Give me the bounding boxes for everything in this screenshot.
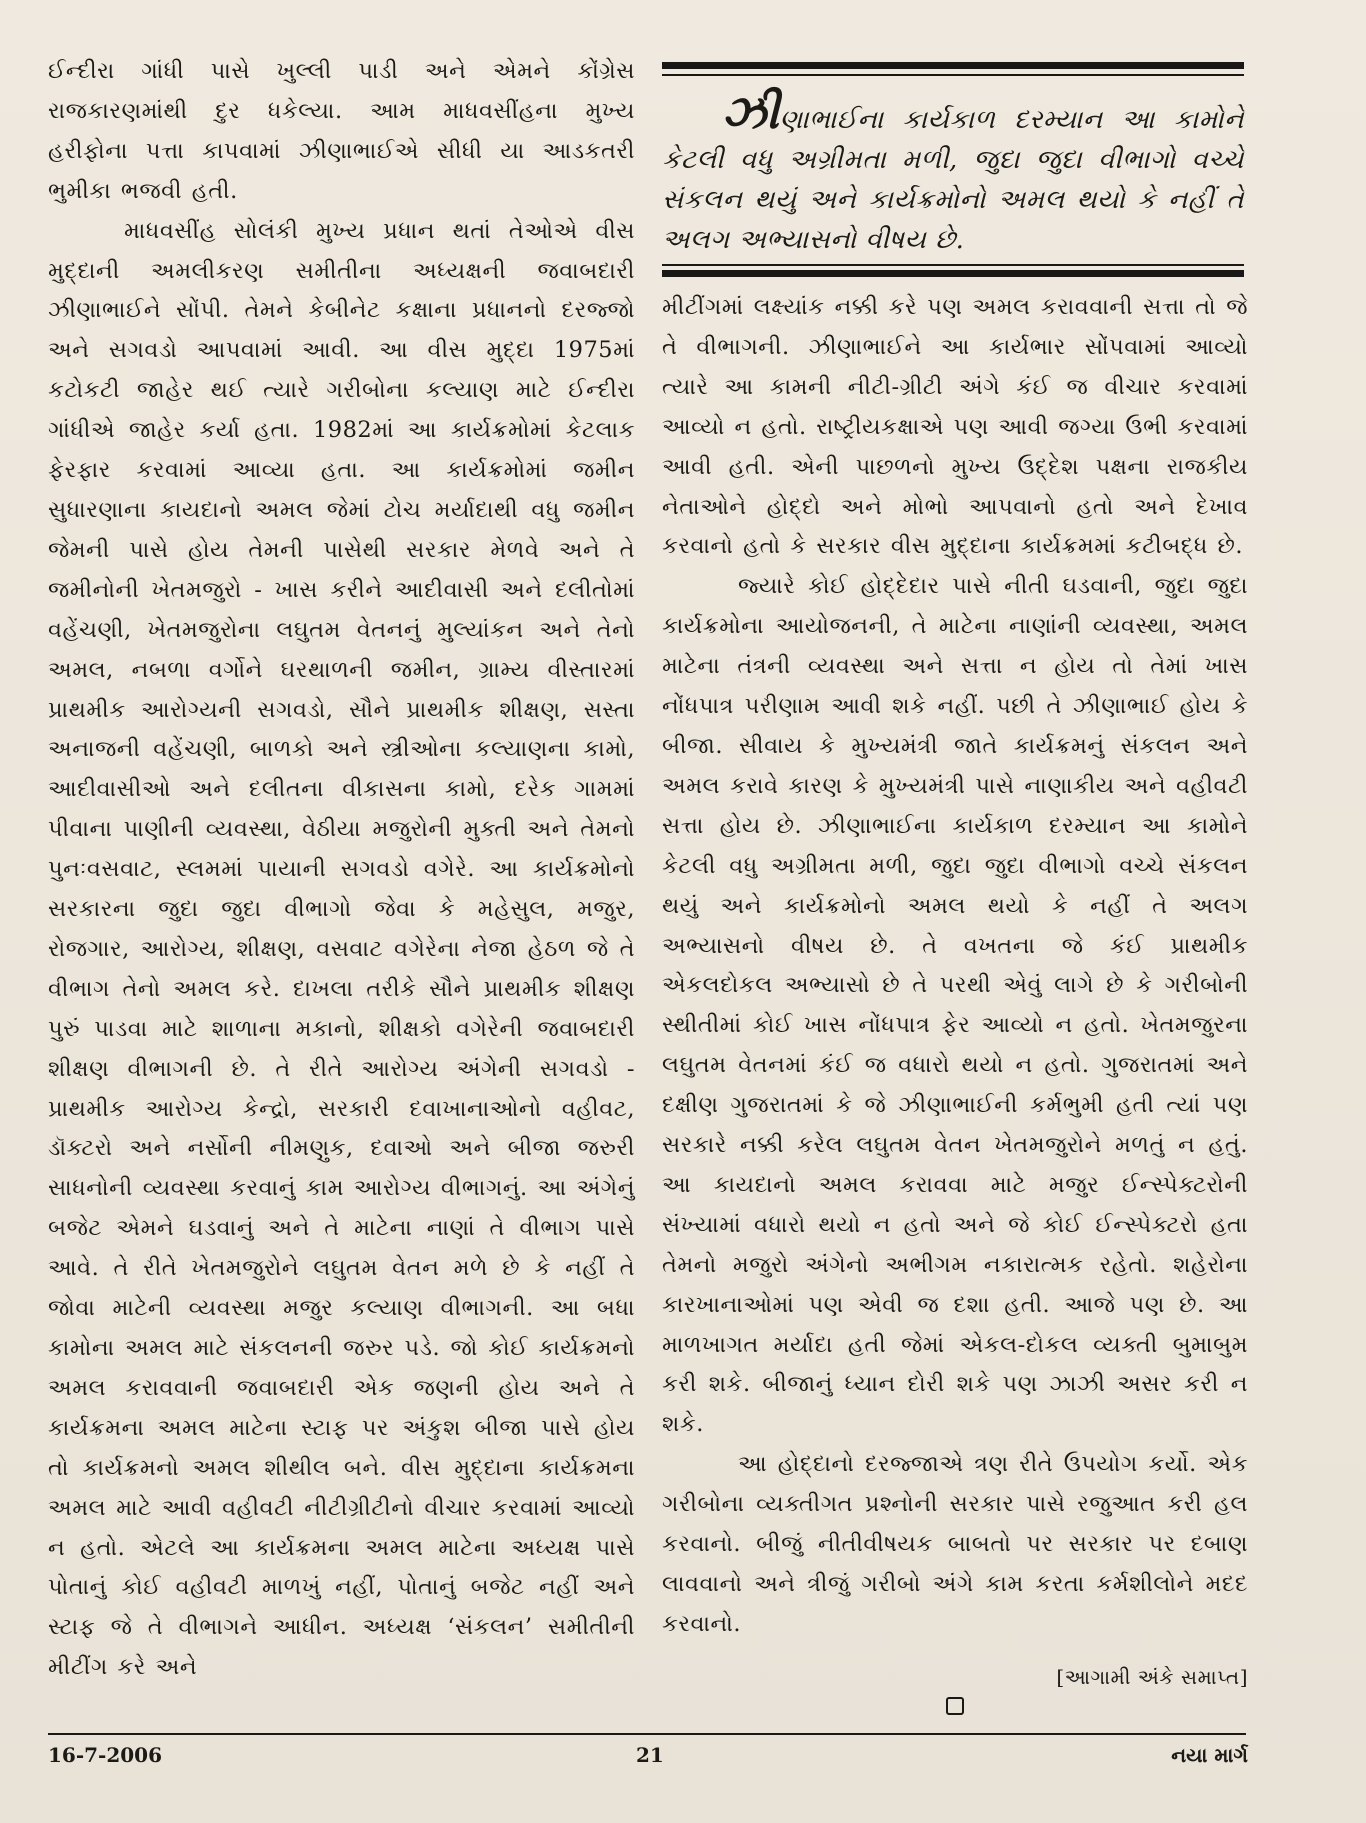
pull-quote-dropcap: ઝી (722, 85, 780, 139)
footer-rule (48, 1733, 1246, 1735)
left-column (48, 52, 635, 1688)
footer-date: 16-7-2006 (48, 1743, 163, 1767)
page-number: 21 (636, 1743, 664, 1767)
paragraph: માધવસીંહ સોલંકી મુખ્ય પ્રધાન થતાં તેઓએ વીસ મુદ્દાની અમલીકરણ સમીતીના અધ્યક્ષની જવાબદારી ઝીણાભાઈને સોંપી. તેમને કેબીનેટ કક્ષાના પ્રધાનનો દરજ્જો અને સગવડો આપવામાં આવી. આ વીસ મુદ્દા 1975માં કટોકટી જાહેર થઈ ત્યારે ગરીબોના કલ્યાણ માટે ઈન્દીરા ગાંધીએ જાહેર કર્યા હતા. 1982માં આ કાર્યક્રમોમાં કેટલાક ફેરફાર કરવામાં આવ્યા હતા. આ કાર્યક્રમોમાં જમીન સુધારણાના કાયદાનો અમલ જેમાં ટોચ મર્યાદાથી વધુ જમીન જેમની પાસે હોય તેમની પાસેથી સરકાર મેળવે અને તે જમીનોની ખેતમજુરો - ખાસ કરીને આદીવાસી અને દલીતોમાં વહેંચણી, ખેતમજુરોના લઘુતમ વેતનનું મુલ્યાંકન અને તેનો અમલ, નબળા વર્ગોને ઘરથાળની જમીન, ગ્રામ્ય વીસ્તારમાં પ્રાથમીક આરોગ્યની સગવડો, સૌને પ્રાથમીક શીક્ષણ, સસ્તા અનાજની વહેંચણી, બાળકો અને સ્ત્રીઓના કલ્યાણના કામો, આદીવાસીઓ અને દલીતના વીકાસના કામો, દરેક ગામમાં પીવાના પાણીની વ્યવસ્થા, વેઠીયા મજુરોની મુક્તી અને તેમનો પુનઃવસવાટ, સ્લમમાં પાયાની સગવડો વગેરે. આ કાર્યક્રમોનો સરકારના જુદા જુદા વીભાગો જેવા કે મહેસુલ, મજુર, રોજગાર, આરોગ્ય, શીક્ષણ, વસવાટ વગેરેના નેજા હેઠળ જે તે વીભાગ તેનો અમલ કરે. દાખલા તરીકે સૌને પ્રાથમીક શીક્ષણ પુરું પાડવા માટે શાળાના મકાનો, શીક્ષકો વગેરેની જવાબદારી શીક્ષણ વીભાગની છે. તે રીતે આરોગ્ય અંગેની સગવડો - પ્રાથમીક આરોગ્ય કેન્દ્રો, સરકારી દવાખાનાઓનો વહીવટ, ડૉક્ટરો અને નર્સોની નીમણુક, દવાઓ અને બીજા જરુરી સાધનોની વ્યવસ્થા કરવાનું કામ આરોગ્ય વીભાગનું. આ અંગેનું બજેટ એમને ઘડવાનું અને તે માટેના નાણાં તે વીભાગ પાસે આવે. તે રીતે ખેતમજુરોને લઘુતમ વેતન મળે છે કે નહીં તે જોવા માટેની વ્યવસ્થા મજુર કલ્યાણ વીભાગની. આ બધા કામોના અમલ માટે સંકલનની જરુર પડે. જો કોઈ કાર્યક્રમનો અમલ કરાવવાની જવાબદારી એક જણની હોય અને તે કાર્યક્રમના અમલ માટેના સ્ટાફ પર અંકુશ બીજા પાસે હોય તો કાર્યક્રમનો અમલ શીથીલ બને. વીસ મુદ્દાના કાર્યક્રમના અમલ માટે આવી વહીવટી નીટીગ્રીટીનો વીચાર કરવામાં આવ્યો ન હતો. એટલે આ કાર્યક્રમના અમલ માટેના અધ્યક્ષ પાસે પોતાનું કોઈ વહીવટી માળખું નહીં, પોતાનું બજેટ નહીં અને સ્ટાફ જે તે વીભાગને આધીન. અધ્યક્ષ ‘સંકલન’ સમીતીની મીટીંગ કરે અને (48, 217, 635, 1681)
end-mark-icon (946, 1697, 964, 1715)
pull-quote-top-rule (662, 62, 1244, 69)
pull-quote-bottom-rule (662, 270, 1244, 277)
pull-quote-text: ણાભાઈના કાર્યકાળ દરમ્યાન આ કામોને કેટલી વધુ અગ્રીમતા મળી, જુદા જુદા વીભાગો વચ્ચે સંકલન થયું અને કાર્યક્રમોનો અમલ થયો કે નહીં તે અલગ અભ્યાસનો વીષય છે. (662, 105, 1244, 255)
right-column (662, 288, 1248, 1645)
magazine-name: નયા માર્ગ (1171, 1743, 1248, 1767)
continued-note: [આગામી અંકે સમાપ્ત] (1056, 1665, 1248, 1689)
pull-quote-top-rule-thin (662, 74, 1244, 76)
paragraph: જ્યારે કોઈ હોદ્દેદાર પાસે નીતી ઘડવાની, જુદા જુદા કાર્યક્રમોના આયોજનની, તે માટેના નાણાંની વ્યવસ્થા, અમલ માટેના તંત્રની વ્યવસ્થા અને સત્તા ન હોય તો તેમાં ખાસ નોંધપાત્ર પરીણામ આવી શકે નહીં. પછી તે ઝીણાભાઈ હોય કે બીજા. સીવાય કે મુખ્યમંત્રી જાતે કાર્યક્રમનું સંકલન અને અમલ કરાવે કારણ કે મુખ્યમંત્રી પાસે નાણાકીય અને વહીવટી સત્તા હોય છે. ઝીણાભાઈના કાર્યકાળ દરમ્યાન આ કામોને કેટલી વધુ અગ્રીમતા મળી, જુદા જુદા વીભાગો વચ્ચે સંકલન થયું અને કાર્યક્રમોનો અમલ થયો કે નહીં તે અલગ અભ્યાસનો વીષય છે. તે વખતના જે કંઈ પ્રાથમીક એકલદોકલ અભ્યાસો છે તે પરથી એવું લાગે છે કે ગરીબોની સ્થીતીમાં કોઈ ખાસ નોંધપાત્ર ફેર આવ્યો ન હતો. ખેતમજુરના લઘુતમ વેતનમાં કંઈ જ વધારો થયો ન હતો. ગુજરાતમાં અને દક્ષીણ ગુજરાતમાં કે જે ઝીણાભાઈની કર્મભુમી હતી ત્યાં પણ સરકારે નક્કી કરેલ લઘુતમ વેતન ખેતમજુરોને મળતું ન હતું. આ કાયદાનો અમલ કરાવવા માટે મજુર ઈન્સ્પેક્ટરોની સંખ્યામાં વધારો થયો ન હતો અને જે કોઈ ઈન્સ્પેક્ટરો હતા તેમનો મજુરો અંગેનો અભીગમ નકારાત્મક રહેતો. શહેરોના કારખાનાઓમાં પણ એવી જ દશા હતી. આજે પણ છે. આ માળખાગત મર્યાદા હતી જેમાં એકલ-દોકલ વ્યક્તી બુમાબુમ કરી શકે. બીજાનું ધ્યાન દોરી શકે પણ ઝાઝી અસર કરી ન શકે. (662, 573, 1248, 1438)
pull-quote (662, 85, 1244, 260)
pull-quote-bottom-rule-thin (662, 264, 1244, 266)
paragraph: મીટીંગમાં લક્ષ્યાંક નક્કી કરે પણ અમલ કરાવવાની સત્તા તો જે તે વીભાગની. ઝીણાભાઈને આ કાર્યભાર સોંપવામાં આવ્યો ત્યારે આ કામની નીટી-ગ્રીટી અંગે કંઈ જ વીચાર કરવામાં આવ્યો ન હતો. રાષ્ટ્રીયકક્ષાએ પણ આવી જગ્યા ઉભી કરવામાં આવી હતી. એની પાછળનો મુખ્ય ઉદ્દેશ પક્ષના રાજકીય નેતાઓને હોદ્દો અને મોભો આપવાનો હતો અને દેખાવ કરવાનો હતો કે સરકાર વીસ મુદ્દાના કાર્યક્રમમાં કટીબદ્ધ છે. (662, 294, 1248, 560)
paragraph: ઈન્દીરા ગાંધી પાસે ખુલ્લી પાડી અને એમને કોંગ્રેસ રાજકારણમાંથી દુર ધકેલ્યા. આમ માધવસીંહના મુખ્ય હરીફોના પત્તા કાપવામાં ઝીણાભાઈએ સીધી યા આડકતરી ભુમીકા ભજવી હતી. (48, 58, 635, 204)
paragraph: આ હોદ્દાનો દરજ્જાએ ત્રણ રીતે ઉપયોગ કર્યો. એક ગરીબોના વ્યક્તીગત પ્રશ્નોની સરકાર પાસે રજુઆત કરી હલ કરવાનો. બીજું નીતીવીષયક બાબતો પર સરકાર પર દબાણ લાવવાનો અને ત્રીજું ગરીબો અંગે કામ કરતા કર્મશીલોને મદદ કરવાનો. (662, 1451, 1248, 1637)
